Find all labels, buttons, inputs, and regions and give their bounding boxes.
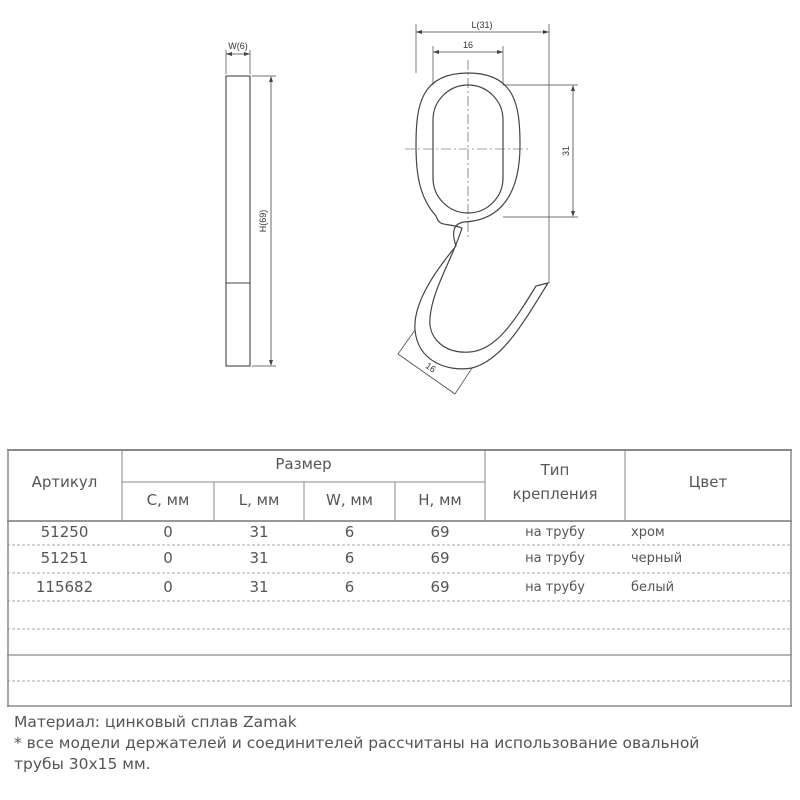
row1-w: 6: [344, 523, 355, 541]
material-note: Материал: цинковый сплав Zamak: [14, 713, 297, 731]
row3-article: 115682: [35, 578, 94, 596]
row1-c: 0: [163, 523, 173, 541]
row1-article: 51250: [40, 523, 89, 541]
row2-w: 6: [344, 549, 355, 567]
side-view-width-label: W(6): [228, 41, 248, 51]
row2-h: 69: [430, 549, 450, 567]
row2-c: 0: [163, 549, 173, 567]
hook-width-label: 16: [423, 360, 438, 375]
inner-width-label: 16: [462, 40, 474, 50]
notes: [14, 712, 794, 775]
hook-outline: [415, 73, 548, 369]
row3-color: белый: [631, 580, 675, 595]
row3-c: 0: [163, 578, 173, 596]
row1-mount: на трубу: [525, 525, 585, 540]
footnote-line1: * все модели держателей и соединителей рассчитаны на использование овальной: [14, 734, 700, 752]
row1-color: хром: [631, 525, 665, 540]
row2-l: 31: [249, 549, 269, 567]
opening-height-label: 31: [561, 145, 571, 157]
header-mount-line1: Тип: [540, 461, 570, 479]
header-c: C, мм: [146, 491, 190, 509]
length-label: L(31): [471, 20, 493, 30]
header-article: Артикул: [31, 473, 98, 491]
row2-article: 51251: [40, 549, 89, 567]
specification-table: [7, 449, 792, 707]
side-view-height-label: H(69): [258, 209, 268, 233]
header-mount-line2: крепления: [512, 485, 598, 503]
row2-mount: на трубу: [525, 551, 585, 566]
header-l: L, мм: [238, 491, 280, 509]
row1-l: 31: [249, 523, 269, 541]
hook-width-dimension: [398, 354, 455, 394]
row3-w: 6: [344, 578, 355, 596]
row1-h: 69: [430, 523, 450, 541]
row2-color: черный: [631, 551, 683, 566]
header-size: Размер: [275, 455, 332, 473]
row3-l: 31: [249, 578, 269, 596]
header-w: W, мм: [326, 491, 373, 509]
header-color: Цвет: [688, 473, 728, 491]
header-h: H, мм: [418, 491, 462, 509]
row3-mount: на трубу: [525, 580, 585, 595]
footnote-line2: трубы 30х15 мм.: [14, 755, 151, 773]
side-view-body: [226, 76, 250, 366]
row3-h: 69: [430, 578, 450, 596]
